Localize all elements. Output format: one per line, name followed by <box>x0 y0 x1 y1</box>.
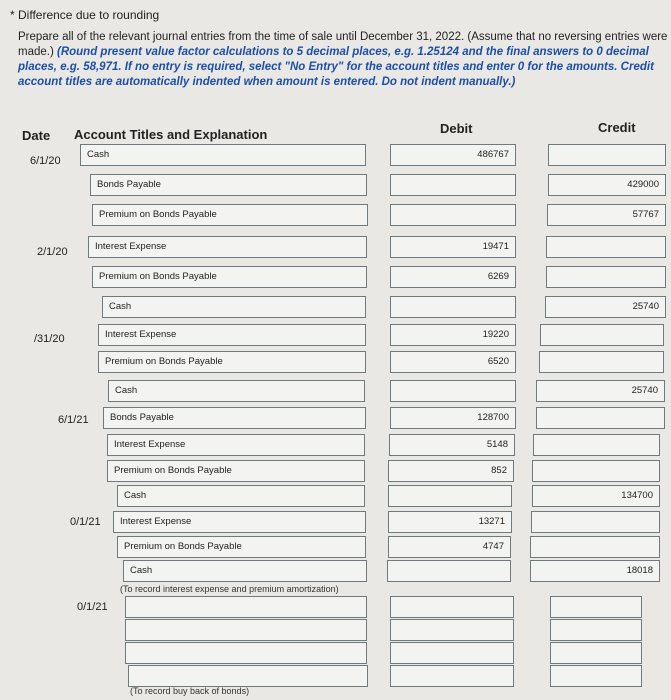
credit-field[interactable] <box>550 619 642 641</box>
account-title-field[interactable]: Interest Expense <box>88 236 367 258</box>
credit-field[interactable] <box>546 266 666 288</box>
credit-field[interactable] <box>550 642 642 664</box>
header-date: Date <box>22 128 51 143</box>
account-title-field[interactable]: Bonds Payable <box>90 174 367 196</box>
instructions-blue: (Round present value factor calculations to 5 decimal places, e.g. 1.25124 and the final answers to 0 decimal places, e.g. 58,971. If no entry is required, select "No Entry" for the account titles and enter 0 for the amounts. Credit account titles are automatically indented when amount is entered. Do not indent manually.) <box>18 46 654 88</box>
account-title-field[interactable]: Premium on Bonds Payable <box>117 536 366 558</box>
account-title-field[interactable]: Premium on Bonds Payable <box>98 351 366 373</box>
entry-date: /31/20 <box>34 333 65 345</box>
credit-field[interactable]: 25740 <box>536 380 665 402</box>
header-account: Account Titles and Explanation <box>74 127 268 142</box>
credit-field[interactable] <box>550 665 642 687</box>
debit-field[interactable]: 4747 <box>388 536 511 558</box>
credit-field[interactable] <box>540 324 664 346</box>
account-title-field[interactable]: Premium on Bonds Payable <box>92 266 367 288</box>
account-title-field[interactable] <box>125 619 367 641</box>
debit-field[interactable]: 6520 <box>390 351 516 373</box>
credit-field[interactable] <box>546 236 666 258</box>
debit-field[interactable]: 19220 <box>390 324 516 346</box>
debit-field[interactable] <box>390 596 514 618</box>
account-title-field[interactable]: Premium on Bonds Payable <box>107 460 365 482</box>
entry-date: 6/1/20 <box>30 155 61 167</box>
entry-date: 6/1/21 <box>58 414 89 426</box>
account-title-field[interactable]: Cash <box>80 144 366 166</box>
credit-field[interactable]: 25740 <box>545 296 666 318</box>
debit-field[interactable]: 5148 <box>389 434 515 456</box>
debit-field[interactable] <box>388 485 512 507</box>
debit-field[interactable]: 486767 <box>390 144 516 166</box>
account-title-field[interactable] <box>128 665 368 687</box>
account-title-field[interactable]: Interest Expense <box>113 511 366 533</box>
account-title-field[interactable]: Cash <box>123 560 367 582</box>
account-title-field[interactable] <box>125 596 367 618</box>
account-title-field[interactable]: Cash <box>102 296 366 318</box>
entry-note: (To record interest expense and premium amortization) <box>120 584 339 594</box>
entry-date: 0/1/21 <box>77 601 108 613</box>
entry-date: 2/1/20 <box>37 246 68 258</box>
credit-field[interactable] <box>532 460 660 482</box>
debit-field[interactable] <box>390 174 516 196</box>
debit-field[interactable] <box>387 560 511 582</box>
account-title-field[interactable] <box>125 642 367 664</box>
credit-field[interactable] <box>530 536 660 558</box>
credit-field[interactable] <box>548 144 666 166</box>
credit-field[interactable] <box>533 434 660 456</box>
account-title-field[interactable]: Premium on Bonds Payable <box>92 204 368 226</box>
credit-field[interactable] <box>531 511 660 533</box>
account-title-field[interactable]: Interest Expense <box>98 324 366 346</box>
header-debit: Debit <box>440 121 473 136</box>
header-credit: Credit <box>598 120 636 135</box>
entry-date: 0/1/21 <box>70 516 101 528</box>
debit-field[interactable] <box>390 665 514 687</box>
instructions <box>18 30 668 90</box>
credit-field[interactable]: 429000 <box>548 174 666 196</box>
credit-field[interactable] <box>536 407 665 429</box>
debit-field[interactable]: 852 <box>388 460 514 482</box>
entry-note: (To record buy back of bonds) <box>130 686 250 696</box>
account-title-field[interactable]: Cash <box>108 380 365 402</box>
credit-field[interactable]: 134700 <box>532 485 660 507</box>
debit-field[interactable] <box>390 642 514 664</box>
account-title-field[interactable]: Bonds Payable <box>103 407 366 429</box>
debit-field[interactable]: 19471 <box>390 236 516 258</box>
credit-field[interactable] <box>539 351 664 373</box>
debit-field[interactable]: 13271 <box>388 511 512 533</box>
debit-field[interactable]: 128700 <box>390 407 516 429</box>
instructions-main: Prepare all of the relevant journal entries from the time of sale until December 31, 2022. (Assume that no reversing entries were made.) <box>18 31 668 58</box>
credit-field[interactable] <box>550 596 642 618</box>
footnote: * Difference due to rounding <box>10 8 160 22</box>
debit-field[interactable]: 6269 <box>390 266 516 288</box>
debit-field[interactable] <box>390 619 514 641</box>
credit-field[interactable]: 18018 <box>530 560 660 582</box>
account-title-field[interactable]: Cash <box>117 485 365 507</box>
debit-field[interactable] <box>390 380 516 402</box>
debit-field[interactable] <box>390 296 516 318</box>
credit-field[interactable]: 57767 <box>547 204 666 226</box>
account-title-field[interactable]: Interest Expense <box>107 434 365 456</box>
debit-field[interactable] <box>390 204 516 226</box>
